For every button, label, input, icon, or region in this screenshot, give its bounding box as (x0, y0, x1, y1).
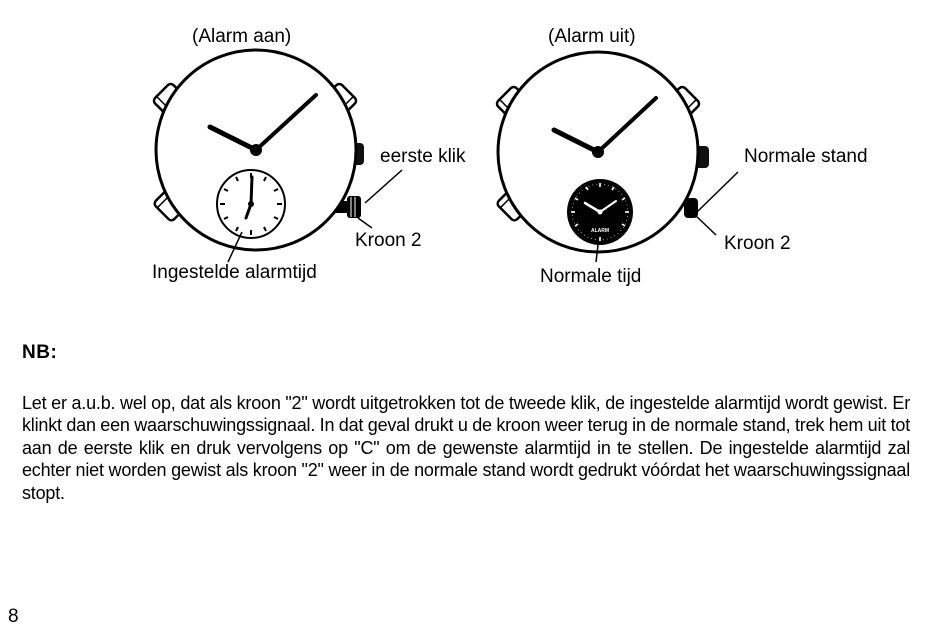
right-watch-subdial (567, 179, 633, 245)
note-heading: NB: (22, 342, 58, 363)
left-watch-subdial (217, 170, 285, 238)
right-watch-subdial-alarm-text: ALARM (590, 228, 610, 234)
left-watch-crown-name: Kroon 2 (355, 230, 422, 251)
right-watch-crown-name: Kroon 2 (724, 233, 791, 254)
right-watch-subdial-label: Normale tijd (540, 266, 642, 287)
right-watch-crown-label: Normale stand (744, 146, 868, 167)
left-watch-crown (347, 196, 361, 218)
left-watch-subdial-label: Ingestelde alarmtijd (152, 262, 317, 283)
note-paragraph: Let er a.u.b. wel op, dat als kroon "2" wordt uitgetrokken tot de tweede klik, de ingestelde alarmtijd wordt gewist. Er klinkt dan een waarschuwingssignaal. In dat geval drukt u de kroon weer terug in de normale stand, trek hem uit tot aan de eerste klik en druk vervolgens op "C" om de gewenste alarmtijd in te stellen. De ingestelde alarmtijd zal echter niet worden gewist als kroon "2" weer in de normale stand wordt gedrukt vóórdat het waarschuwingssignaal stopt. (22, 393, 910, 503)
right-watch (495, 52, 738, 262)
page-number: 8 (8, 606, 19, 627)
left-watch-crown-label: eerste klik (380, 146, 466, 167)
left-watch-caption: (Alarm aan) (192, 26, 292, 47)
watch-diagram (0, 0, 950, 300)
right-watch-caption: (Alarm uit) (548, 26, 636, 47)
